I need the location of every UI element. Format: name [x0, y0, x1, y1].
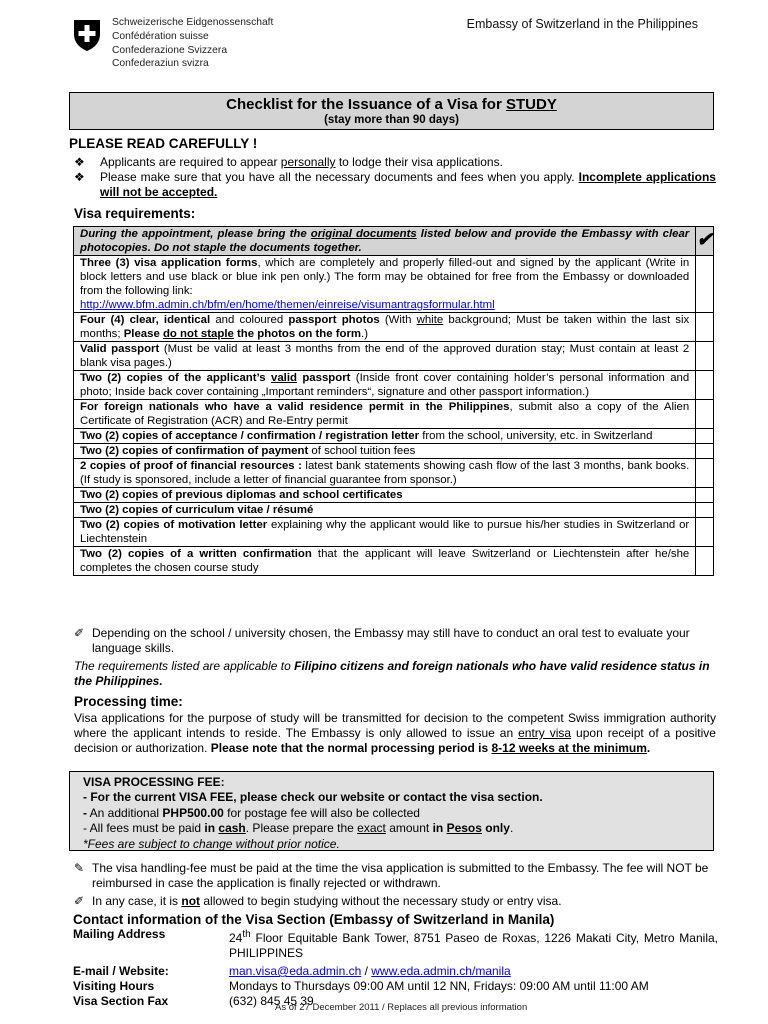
fax-label: Visa Section Fax [73, 994, 169, 1008]
check-cell[interactable] [696, 371, 714, 400]
requirement-text: Two (2) copies of the applicant’s valid passport (Inside front cover containing holder’s personal information and photo; Inside back cover containing „Important reminders“, signature and other passport information.) [74, 371, 696, 400]
requirement-text: Two (2) copies of acceptance / confirmation / registration letter from the school, university, etc. in Switzerland [74, 429, 696, 444]
instruction-item [74, 170, 716, 200]
check-cell[interactable] [696, 459, 714, 488]
table-row [74, 400, 714, 429]
requirement-text: Two (2) copies of a written confirmation that the applicant will leave Switzerland or Liechtenstein after he/she completes the chosen course study [74, 547, 696, 576]
instructions-list [74, 155, 716, 200]
fee-line: - For the current VISA FEE, please check our website or contact the visa section. [83, 790, 543, 805]
table-row [74, 371, 714, 400]
check-cell[interactable] [696, 400, 714, 429]
fee-line: - All fees must be paid in cash. Please prepare the exact amount in Pesos only. [83, 821, 514, 836]
requirements-header-row [74, 227, 714, 256]
table-row [74, 518, 714, 547]
table-row [74, 342, 714, 371]
oral-test-text: Depending on the school / university chosen, the Embassy may still have to conduct an oral test to evaluate your language skills. [92, 626, 690, 655]
fax-value: (632) 845 45 39 [229, 994, 314, 1008]
instruction-text: Please make sure that you have all the necessary documents and fees when you apply. Incomplete applications will not be accepted. [100, 170, 716, 199]
mailing-address-value: 24th Floor Equitable Bank Tower, 8751 Paseo de Roxas, 1226 Makati City, Metro Manila, PHILIPPINES [229, 929, 718, 960]
instruction-item [74, 155, 716, 170]
requirement-text: Two (2) copies of curriculum vitae / résumé [74, 503, 696, 518]
visa-requirements-heading: Visa requirements: [74, 206, 196, 221]
confederation-names [112, 16, 273, 71]
handling-fee-text: The visa handling-fee must be paid at the time the visa application is submitted to the Embassy. The fee will NOT be reimbursed in case the application is finally rejected or withdrawn. [92, 861, 709, 890]
no-study-text: In any case, it is not allowed to begin studying without the necessary study or entry visa. [92, 894, 562, 908]
processing-time-text: Visa applications for the purpose of study will be transmitted for decision to the competent Swiss immigration authority where the applicant intends to reside. The Embassy is only allowed to issue an entry visa upon receipt of a positive decision or authorization. Please note that the normal processing period is 8-12 weeks at the minimum. [74, 711, 716, 755]
visa-fee-box [69, 771, 714, 851]
processing-time-heading: Processing time: [74, 694, 183, 709]
visiting-hours-row [73, 979, 718, 994]
no-study-note [74, 894, 716, 909]
check-cell[interactable] [696, 503, 714, 518]
requirement-text: Four (4) clear, identical and coloured passport photos (With white background; Must be taken within the last six months; Please do not staple the photos on the form.) [74, 313, 696, 342]
confederation-line: Confederaziun svizra [112, 58, 209, 70]
oral-test-note [74, 626, 716, 656]
instruction-text: Applicants are required to appear personally to lodge their visa applications. [100, 155, 503, 169]
checkmark-icon: ✔ [696, 227, 714, 256]
requirement-text: 2 copies of proof of financial resources : latest bank statements showing cash flow of the last 3 months, bank books. (If study is sponsored, include a letter of financial guarantee from sponsor.) [74, 459, 696, 488]
pen-icon: ✎ [74, 861, 85, 875]
pencil-icon: ✐ [74, 626, 85, 640]
contact-details [73, 927, 718, 1009]
check-cell[interactable] [696, 488, 714, 503]
applicability-note: The requirements listed are applicable to Filipino citizens and foreign nationals who have valid residence status in the Philippines. [74, 659, 710, 688]
table-row [74, 256, 714, 313]
check-cell[interactable] [696, 342, 714, 371]
embassy-name: Embassy of Switzerland in the Philippines [466, 17, 698, 31]
confederation-line: Confédération suisse [112, 30, 209, 42]
handling-fee-note [74, 861, 716, 891]
page-subtitle: (stay more than 90 days) [324, 114, 459, 126]
confederation-line: Confederazione Svizzera [112, 44, 228, 56]
table-row [74, 313, 714, 342]
pencil-icon: ✐ [74, 894, 85, 908]
visiting-hours-value: Mondays to Thursdays 09:00 AM until 12 NN, Fridays: 09:00 AM until 11:00 AM [229, 979, 649, 993]
confederation-line: Schweizerische Eidgenossenschaft [112, 17, 274, 28]
requirement-text[interactable]: Three (3) visa application forms, which are completely and properly filled-out and signed by the applicant (Write in block letters and use black or blue ink pen only.) The form may be obtained for free from the Embassy or downloaded from the following link: http://www.bfm.admin.ch/bfm/en/home/themen/einreise/visumantragsformular.html [74, 256, 696, 313]
check-cell[interactable] [696, 444, 714, 459]
diamond-bullet-icon: ❖ [74, 155, 85, 169]
email-website-label: E-mail / Website: [73, 964, 169, 978]
requirement-text: Valid passport (Must be valid at least 3 months from the end of the approved duration stay; Must contain at least 2 blank visa pages.) [74, 342, 696, 371]
table-row [74, 488, 714, 503]
fee-line: *Fees are subject to change without prior notice. [83, 836, 340, 851]
check-cell[interactable] [696, 429, 714, 444]
email-link[interactable]: man.visa@eda.admin.ch [229, 964, 362, 978]
table-row [74, 429, 714, 444]
requirement-text: Two (2) copies of previous diplomas and school certificates [74, 488, 696, 503]
read-carefully-heading: PLEASE READ CAREFULLY ! [69, 136, 258, 151]
table-row [74, 444, 714, 459]
link-separator: / [361, 964, 372, 978]
footer-note: As of 27 December 2011 / Replaces all previous information [275, 1002, 528, 1013]
requirements-table [73, 226, 714, 576]
page-title: Checklist for the Issuance of a Visa for STUDY [226, 96, 557, 113]
check-cell[interactable] [696, 518, 714, 547]
table-row [74, 459, 714, 488]
swiss-coat-of-arms-icon [72, 18, 102, 52]
requirement-text: For foreign nationals who have a valid residence permit in the Philippines, submit also a copy of the Alien Certificate of Registration (ACR) and Re-Entry permit [74, 400, 696, 429]
letterhead [72, 14, 722, 74]
check-cell[interactable] [696, 313, 714, 342]
website-link[interactable]: www.eda.admin.ch/manila [371, 964, 511, 978]
contact-heading: Contact information of the Visa Section (Embassy of Switzerland in Manila) [73, 912, 555, 927]
table-row [74, 503, 714, 518]
requirement-text: Two (2) copies of motivation letter explaining why the applicant would like to pursue his/her studies in Switzerland or Liechtenstein [74, 518, 696, 547]
requirements-instruction: During the appointment, please bring the original documents listed below and provide the Embassy with clear photocopies. Do not staple the documents together. [74, 227, 696, 256]
check-cell[interactable] [696, 547, 714, 576]
email-website-row [73, 964, 718, 979]
title-box [69, 92, 714, 130]
email-website-value [229, 964, 718, 979]
requirement-text: Two (2) copies of confirmation of payment of school tuition fees [74, 444, 696, 459]
check-cell[interactable] [696, 256, 714, 313]
fee-line: VISA PROCESSING FEE: [83, 775, 225, 789]
mailing-address-label: Mailing Address [73, 927, 166, 941]
diamond-bullet-icon: ❖ [74, 170, 85, 184]
table-row [74, 547, 714, 576]
mailing-address-row [73, 927, 718, 961]
visiting-hours-label: Visiting Hours [73, 979, 155, 993]
fee-line: - An additional PHP500.00 for postage fee will also be collected [83, 805, 420, 820]
